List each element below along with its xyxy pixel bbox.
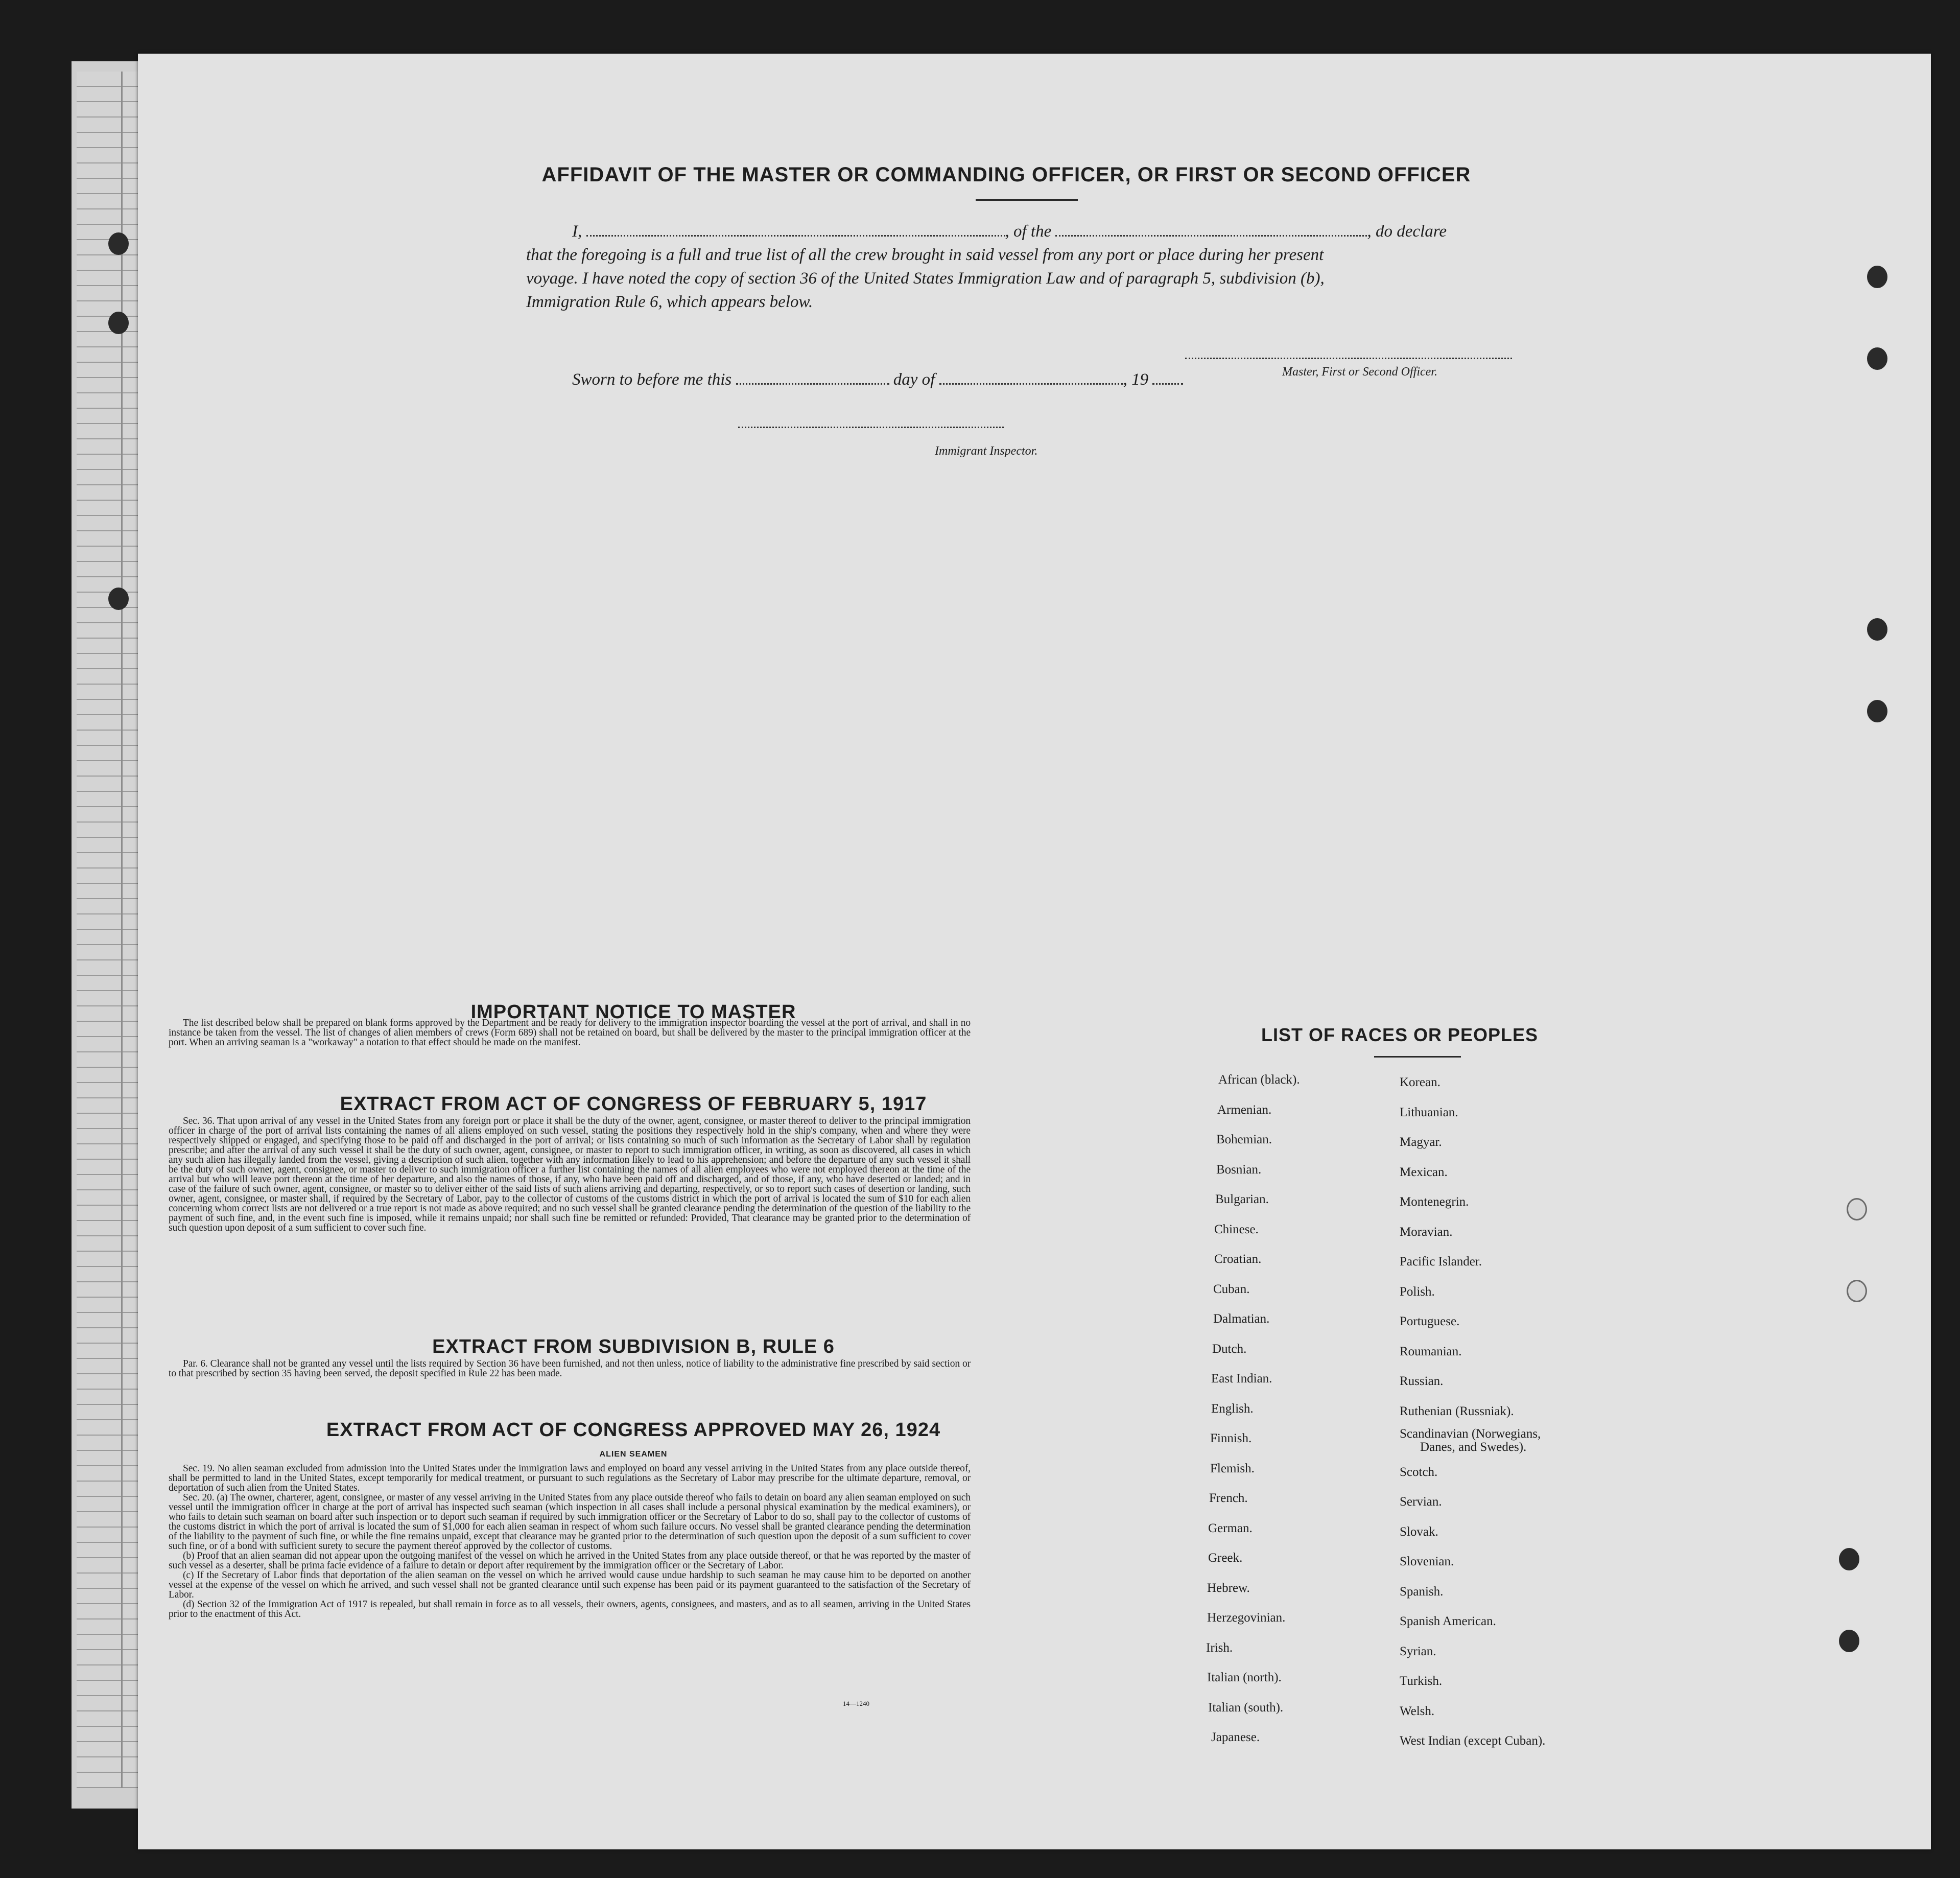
- form-sheet: [138, 54, 1931, 1849]
- extract-1917-text: [169, 1116, 971, 1233]
- races-title: LIST OF RACES OR PEOPLES: [1261, 1024, 1539, 1045]
- inspector-label: Immigrant Inspector.: [935, 444, 1038, 458]
- affidavit-line-4: Immigration Rule 6, which appears below.: [526, 293, 813, 311]
- race-list-item: Armenian.: [1217, 1102, 1272, 1117]
- notice-text: [169, 1018, 971, 1047]
- punch-hole-icon: [108, 588, 129, 610]
- punch-hole-icon: [1867, 700, 1887, 722]
- races-title-underline: [1374, 1056, 1461, 1058]
- punch-hole-icon: [1847, 1280, 1867, 1302]
- race-list-item: French.: [1209, 1491, 1248, 1505]
- race-list-item: Servian.: [1400, 1495, 1442, 1509]
- title-underline: [976, 199, 1078, 201]
- race-list-item: Irish.: [1206, 1640, 1233, 1655]
- affidavit-declare: , do declare: [1367, 222, 1447, 241]
- sec-20c-paragraph: (c) If the Secretary of Labor finds that deportation of the alien seaman on the vessel on which he arrived would cause undue hardship to such seaman he may cause him to be deported on another vessel at the expense of the vessel on which he arrived, and such vessel shall not be granted clearance until such expense has been paid or its payment guaranteed to the satisfaction of the Secretary of Labor.: [169, 1570, 971, 1600]
- race-list-item: Cuban.: [1213, 1282, 1250, 1296]
- section-36-paragraph: Sec. 36. That upon arrival of any vessel in the United States from any foreign port or place it shall be the duty of the owner, agent, consignee, or master thereof to deliver to the principal immigration officer in charge of the port of arrival lists containing the names of all aliens employed on such vessel, stating the positions they respectively hold in the ship's company, when and where they were respectively shipped or engaged, and specifying those to be paid off and discharged in the port of arrival; or lists containing so much of such information as the Secretary of Labor shall by regulation prescribe; and after the arrival of any such vessel it shall be the duty of such owner, agent, consignee, or master to report to such immigration officer, in writing, as soon as discovered, all cases in which any such alien has illegally landed from the vessel, giving a description of such alien, together with any information likely to lead to his apprehension; and before the departure of any such vessel it shall be the duty of such owner, agent, consignee, or master to deliver to such immigration officer a further list containing the names of all alien employees who were not employed thereon at the time of the arrival but who will leave port thereon at the time of her departure, and also the names of those, if any, who have been paid off and discharged, and of those, if any, who have deserted or landed; and in case of the failure of such owner, agent, consignee, or master so to deliver either of the said lists of such aliens arriving and departing, respectively, or so to report such cases of desertion or landing, such owner, agent, consignee, or master shall, if required by the Secretary of Labor, pay to the collector of customs of the customs district in which the port of arrival is located the sum of $10 for each alien concerning whom correct lists are not delivered or a true report is not made as above required; and no such vessel shall be granted clearance pending the determination of the question of the liability to the payment of such fine, and, in the event such fine is imposed, while it remains unpaid; nor shall such fine be remitted or refunded: Provided, That clearance may be granted prior to the determination of such question upon deposit of a sum sufficient to cover such fine.: [169, 1116, 971, 1233]
- master-signature-blank[interactable]: [1185, 358, 1512, 359]
- extract-1917-title: EXTRACT FROM ACT OF CONGRESS OF FEBRUARY 5, 1917: [340, 1093, 927, 1115]
- punch-hole-icon: [1867, 618, 1887, 641]
- race-list-item: Polish.: [1400, 1284, 1435, 1299]
- sworn-label: Sworn to before me this: [572, 370, 732, 389]
- punch-hole-icon: [108, 312, 129, 334]
- punch-hole-icon: [108, 232, 129, 255]
- punch-hole-icon: [1847, 1198, 1867, 1220]
- race-list-item: Finnish.: [1210, 1431, 1252, 1445]
- race-list-item: Lithuanian.: [1400, 1105, 1458, 1119]
- sworn-line: [572, 368, 1389, 391]
- inspector-signature-blank[interactable]: [738, 427, 1004, 428]
- race-list-item: Moravian.: [1400, 1225, 1453, 1239]
- punch-hole-icon: [1839, 1630, 1859, 1652]
- sworn-month-blank[interactable]: [939, 369, 1123, 385]
- extract-1924-text: [169, 1464, 971, 1619]
- race-list-item: Dalmatian.: [1213, 1312, 1270, 1326]
- punch-hole-icon: [1867, 347, 1887, 370]
- sec-20a-paragraph: Sec. 20. (a) The owner, charterer, agent, consignee, or master of any vessel arriving in the United States from any place outside thereof who fails to detain on board any alien seaman employed on such vessel until the immigration officer in charge at the port of arrival has inspected such seaman (which inspection in all cases shall include a personal physical examination by the medical examiners), or who fails to detain such seaman on board after such inspection or to deport such seaman if required by such immigration officer or the Secretary of Labor to do so, shall pay to the collector of customs of the customs district in which the port of arrival is located the sum of $1,000 for each alien seaman in respect of whom such failure occurs. No vessel shall be granted clearance pending the determination of the liability to the payment of such fine, or while the fine remains unpaid, except that clearance may be granted prior to the determination of such question upon the deposit of a sum sufficient to cover such fine, or of a bond with sufficient surety to secure the payment thereof approved by the collector of customs.: [169, 1492, 971, 1552]
- race-list-item: Syrian.: [1400, 1644, 1436, 1658]
- race-list-item: Montenegrin.: [1400, 1195, 1469, 1209]
- race-list-item: Portuguese.: [1400, 1314, 1460, 1328]
- race-list-item: Roumanian.: [1400, 1344, 1462, 1358]
- day-of-label: day of: [893, 370, 935, 389]
- ruled-paper-edge: [77, 72, 138, 1788]
- affidavit-title: AFFIDAVIT OF THE MASTER OR COMMANDING OFFICER, OR FIRST OR SECOND OFFICER: [541, 163, 1471, 186]
- notice-paragraph: The list described below shall be prepared on blank forms approved by the Department and be ready for delivery to the immigration inspector boarding the vessel at the port of arrival, and shall in no instance be taken from the vessel. The list of changes of alien members of crews (Form 689) shall not be retained on board, but shall be delivered by the master to the principal immigration officer at the port. When an arriving seaman is a "workaway" a notation to that effect should be made on the manifest.: [169, 1018, 971, 1048]
- alien-seamen-subtitle: ALIEN SEAMEN: [599, 1450, 668, 1459]
- extract-1924-title: EXTRACT FROM ACT OF CONGRESS APPROVED MAY 26, 1924: [326, 1419, 941, 1441]
- races-left-column: [1198, 1065, 1412, 1753]
- race-list-item: Magyar.: [1400, 1135, 1442, 1149]
- race-list-item: Mexican.: [1400, 1165, 1448, 1179]
- race-list-item: Slovak.: [1400, 1524, 1438, 1539]
- race-list-item: Turkish.: [1400, 1674, 1443, 1688]
- race-list-item: Scotch.: [1400, 1465, 1438, 1479]
- race-list-item: African (black).: [1218, 1073, 1300, 1087]
- race-list-item: Bosnian.: [1216, 1162, 1262, 1177]
- race-list-item: Pacific Islander.: [1400, 1255, 1482, 1269]
- affidavit-line-2: that the foregoing is a full and true list of all the crew brought in said vessel from any port or place during her present: [526, 246, 1324, 264]
- affidavit-line-1: [572, 220, 1675, 243]
- race-list-item: Japanese.: [1211, 1730, 1260, 1744]
- par-6-paragraph: Par. 6. Clearance shall not be granted any vessel until the lists required by Section 36 have been furnished, and not then unless, notice of liability to the administrative fine prescribed by said section or to that prescribed by section 35 having been served, the deposit specified in Rule 22 has been made.: [169, 1358, 971, 1379]
- sec-20b-paragraph: (b) Proof that an alien seaman did not appear upon the outgoing manifest of the vessel on which he arrived in the United States from any place outside thereof, or that he was reported by the master of such vessel as a deserter, shall be prima facie evidence of a failure to detain or deport after requirement by the immigration officer or the Secretary of Labor.: [169, 1551, 971, 1571]
- notice-title: IMPORTANT NOTICE TO MASTER: [470, 1001, 796, 1023]
- race-list-item: Hebrew.: [1207, 1581, 1250, 1595]
- race-list-item: English.: [1211, 1401, 1254, 1416]
- race-list-item: Croatian.: [1214, 1252, 1262, 1266]
- race-list-item: German.: [1208, 1521, 1253, 1535]
- race-list-item: Dutch.: [1212, 1342, 1247, 1356]
- vessel-blank[interactable]: [1055, 221, 1367, 237]
- race-list-item: Scandinavian (Norwegians, Danes, and Swedes).: [1400, 1427, 1541, 1454]
- race-list-item: Korean.: [1400, 1075, 1441, 1089]
- sworn-year-blank[interactable]: [1152, 369, 1183, 385]
- race-list-item: East Indian.: [1211, 1372, 1272, 1386]
- sec-19-paragraph: Sec. 19. No alien seaman excluded from admission into the United States under the immigration laws and employed on board any vessel arriving in the United States from any place outside thereof, shall be permitted to land in the United States, except temporarily for medical treatment, or pursuant to such regulations as the Secretary of Labor may prescribe for the ultimate departure, removal, or deportation of such alien from the United States.: [169, 1463, 971, 1493]
- year-prefix: , 19: [1123, 370, 1149, 389]
- race-list-item: West Indian (except Cuban).: [1400, 1734, 1546, 1748]
- race-list-item: Spanish American.: [1400, 1614, 1496, 1628]
- race-list-item: Herzegovinian.: [1207, 1611, 1286, 1625]
- race-list-item: Greek.: [1208, 1551, 1243, 1565]
- race-list-item: Italian (north).: [1207, 1671, 1282, 1684]
- race-list-item: Chinese.: [1214, 1222, 1259, 1236]
- affidavit-line-3: voyage. I have noted the copy of section 36 of the United States Immigration Law and of paragraph 5, subdivision (b),: [526, 269, 1325, 288]
- form-number: 14—1240: [843, 1700, 869, 1707]
- race-list-item: Russian.: [1400, 1374, 1444, 1388]
- race-list-item: Flemish.: [1210, 1461, 1255, 1475]
- affidavit-of-the: , of the: [1005, 222, 1052, 241]
- affidavit-i: I,: [572, 222, 582, 241]
- extract-rule6-title: EXTRACT FROM SUBDIVISION B, RULE 6: [432, 1336, 835, 1357]
- race-list-item: Italian (south).: [1208, 1700, 1284, 1715]
- race-list-item: Ruthenian (Russniak).: [1400, 1404, 1514, 1418]
- race-list-item: Bohemian.: [1216, 1133, 1272, 1146]
- master-label: Master, First or Second Officer.: [1282, 365, 1437, 379]
- name-blank[interactable]: [586, 221, 1005, 237]
- extract-rule6-text: [169, 1359, 971, 1378]
- punch-hole-icon: [1867, 266, 1887, 288]
- race-list-item: Welsh.: [1400, 1704, 1435, 1718]
- sworn-day-blank[interactable]: [736, 369, 889, 385]
- race-list-item: Spanish.: [1400, 1584, 1444, 1599]
- sec-20d-paragraph: (d) Section 32 of the Immigration Act of 1917 is repealed, but shall remain in force as to all vessels, their owners, agents, consignees, and masters, and as to all seamen, arriving in the United States prior to the enactment of this Act.: [169, 1599, 971, 1619]
- race-list-item: Slovenian.: [1400, 1555, 1454, 1568]
- punch-hole-icon: [1839, 1548, 1859, 1570]
- race-list-item: Bulgarian.: [1215, 1192, 1269, 1206]
- races-right-column: [1400, 1068, 1665, 1756]
